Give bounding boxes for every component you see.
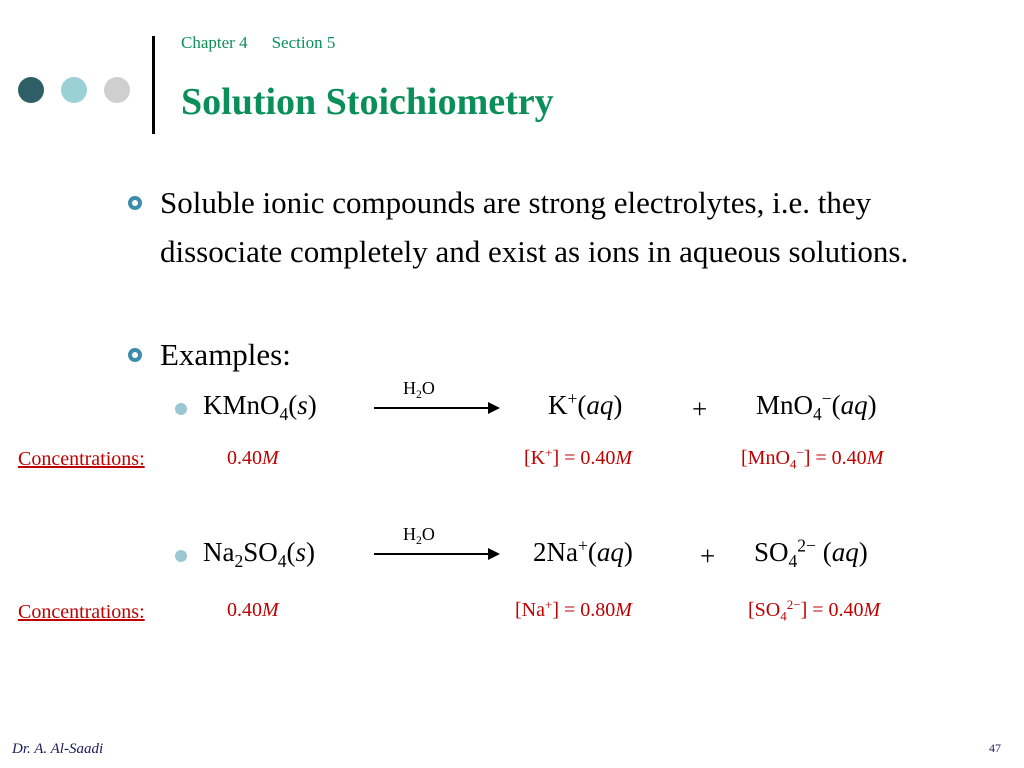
reaction-1-product-2-concentration: [MnO$_4$−] = 0.40M xyxy=(741,444,884,472)
reaction-2-product-2: $SO_4^{2-}$ (aq) xyxy=(754,535,868,572)
subbullet-icon xyxy=(175,403,187,415)
bullet-text-2: Examples: xyxy=(160,337,291,372)
reaction-2-arrow xyxy=(374,553,498,555)
reaction-2-product-1: 2Na+(aq) xyxy=(533,535,633,567)
reaction-2-reactant: $Na_2SO_4(s)$ xyxy=(203,537,316,572)
reaction-2-product-1-concentration: [Na+] = 0.80M xyxy=(515,596,632,621)
reaction-1-reactant: KMnO$_4$(s) xyxy=(203,390,317,425)
header-divider xyxy=(152,36,155,134)
reaction-1-product-1-concentration: [K+] = 0.40M xyxy=(524,444,633,469)
reaction-1-arrow-label: $H_2O$ xyxy=(403,378,435,402)
bullet-icon xyxy=(128,348,142,362)
decor-dot-gray xyxy=(104,77,130,103)
decor-dot-dark xyxy=(18,77,44,103)
reaction-1-product-1: K+(aq) xyxy=(548,388,623,420)
reaction-2-product-2-concentration: $[SO_4^{2-}] = 0.40M$ xyxy=(748,596,881,624)
bullet-text-1: Soluble ionic compounds are strong electrolytes, i.e. they dissociate completely and exist as ions in aqueous solutions. xyxy=(160,185,909,269)
concentrations-label-1: Concentrations: xyxy=(18,448,145,470)
bullet-icon xyxy=(128,196,142,210)
chapter-section-line xyxy=(181,33,335,53)
reaction-2-plus: + xyxy=(700,541,716,571)
subbullet-icon xyxy=(175,550,187,562)
section-label: Section 5 xyxy=(271,33,336,52)
slide-title: Solution Stoichiometry xyxy=(181,81,554,123)
reaction-1-arrow xyxy=(374,407,498,409)
reaction-1-reactant-concentration: 0.40M xyxy=(227,447,279,469)
decor-dot-teal xyxy=(61,77,87,103)
page-number: 47 xyxy=(989,741,1001,755)
reaction-1-product-2: MnO$_4$−(aq) xyxy=(756,388,877,425)
reaction-1-plus: + xyxy=(692,394,708,424)
reaction-2-arrow-label: $H_2O$ xyxy=(403,524,435,548)
reaction-2-reactant-concentration: 0.40M xyxy=(227,599,279,621)
concentrations-label-2: Concentrations: xyxy=(18,601,145,623)
chapter-label: Chapter 4 xyxy=(181,33,248,52)
footer-author: Dr. A. Al-Saadi xyxy=(12,741,104,757)
